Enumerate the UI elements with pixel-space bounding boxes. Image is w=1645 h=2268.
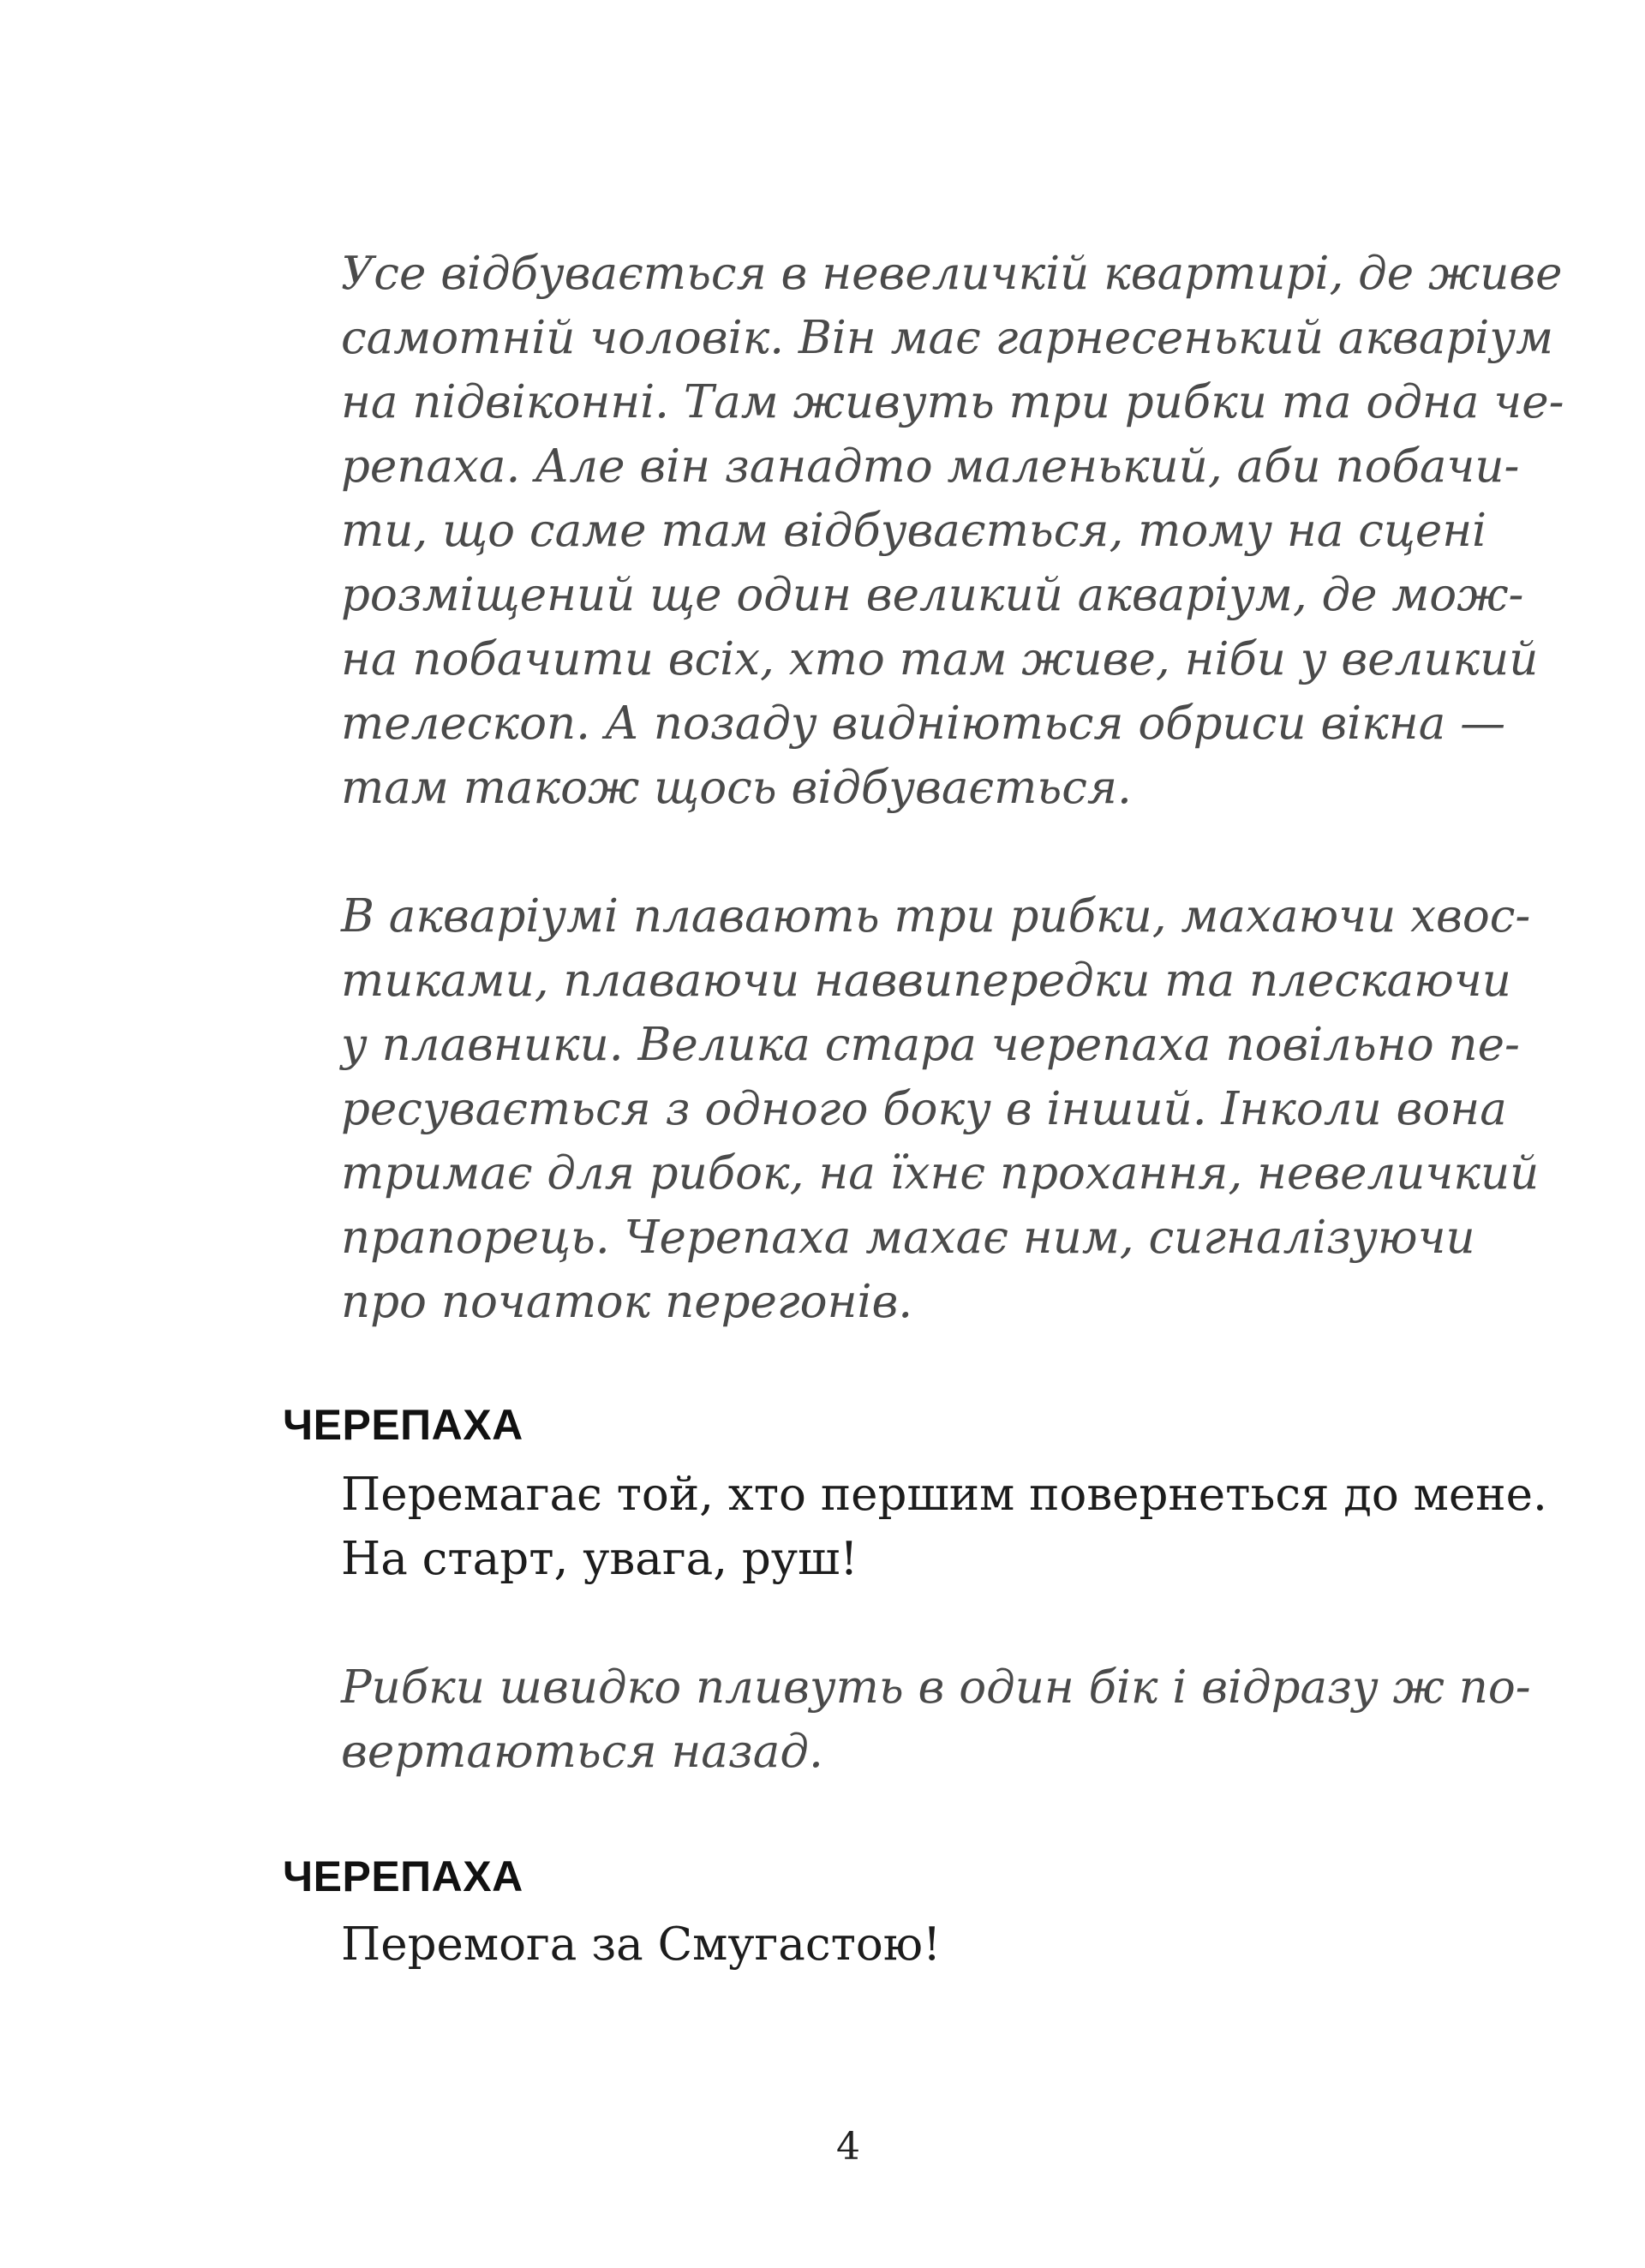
- text-line: розміщений ще один великий акваріум, де мож-: [341, 569, 1524, 621]
- text-line: тиками, плаваючи наввипередки та плескаючи: [341, 954, 1511, 1007]
- speaker-name: ЧЕРЕПАХА: [283, 1401, 523, 1449]
- text-line: прапорець. Черепаха махає ним, сигналізуючи: [341, 1212, 1475, 1264]
- text-line: Усе відбувається в невеличкій квартирі, де живе: [341, 248, 1563, 300]
- text-line: вертаються назад.: [341, 1726, 823, 1778]
- text-line: ресувається з одного боку в інший. Інколи вона: [341, 1083, 1507, 1135]
- text-line: про початок перегонів.: [341, 1276, 913, 1328]
- text-line: у плавники. Велика стара черепаха повільно пе-: [341, 1019, 1520, 1071]
- text-line: на підвіконні. Там живуть три рибки та одна че-: [341, 376, 1564, 428]
- text-line: Перемагає той, хто першим повернеться до мене.: [341, 1469, 1547, 1521]
- page-number: 4: [836, 2125, 860, 2169]
- text-line: самотній чоловік. Він має гарнесенький акваріум: [341, 312, 1554, 364]
- text-line: репаха. Але він занадто маленький, аби побачи-: [341, 440, 1520, 493]
- text-line: там також щось відбувається.: [341, 762, 1132, 814]
- text-line: на побачити всіх, хто там живе, ніби у великий: [341, 633, 1539, 685]
- text-line: На старт, увага, руш!: [341, 1533, 858, 1585]
- text-line: Рибки швидко пливуть в один бік і відразу ж по-: [341, 1661, 1531, 1714]
- text-line: ти, що саме там відбувається, тому на сцені: [341, 505, 1487, 557]
- text-line: В акваріумі плавають три рибки, махаючи хвос-: [341, 890, 1531, 943]
- text-line: тримає для рибок, на їхнє прохання, невеличкий: [341, 1147, 1540, 1200]
- text-line: Перемога за Смугастою!: [341, 1918, 942, 1971]
- speaker-name: ЧЕРЕПАХА: [283, 1852, 523, 1900]
- text-line: телескоп. А позаду видніються обриси вікна —: [341, 697, 1506, 750]
